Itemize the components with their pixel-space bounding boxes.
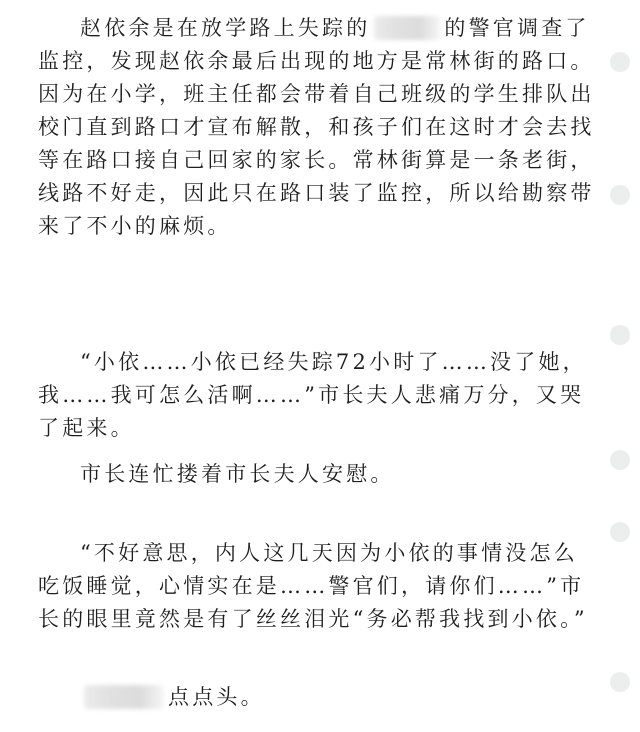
- paragraph-5: [38, 681, 598, 714]
- scroll-marker-dot: [610, 450, 630, 470]
- scroll-marker-dot: [610, 325, 630, 345]
- paragraph-5-text: 点点头。: [168, 685, 265, 709]
- redacted-name-mask: [84, 685, 164, 709]
- paragraph-3: 市长连忙搂着市长夫人安慰。: [80, 462, 395, 486]
- redacted-name-mask: [374, 16, 440, 40]
- paragraph-1: [38, 12, 598, 243]
- scroll-marker-dot: [610, 52, 630, 72]
- scroll-marker-dot: [610, 185, 630, 205]
- paragraph-1-text-rest: 的警官调查了监控，发现赵依余最后出现的地方是常林街的路口。因为在小学，班主任都会带着自己班级的学生排队出校门直到路口才宣布解散，和孩子们在这时才会去找等在路口接自己回家的家长。常林街算是一条老街，线路不好走，因此只在路口装了监控，所以给勘察带来了不小的麻烦。: [38, 16, 595, 238]
- paragraph-1-text-start: 赵依余是在放学路上失踪的: [80, 16, 371, 40]
- paragraph-2: “小依……小依已经失踪72小时了……没了她，我……我可怎么活啊……”市长夫人悲痛万分，又哭了起来。: [38, 350, 587, 440]
- scroll-marker-dot: [610, 522, 630, 542]
- paragraph-4: “不好意思，内人这几天因为小依的事情没怎么吃饭睡觉，心情实在是……警官们，请你们……”市长的眼里竟然是有了丝丝泪光“务必帮我找到小依。”: [38, 541, 588, 631]
- scroll-marker-dot: [610, 672, 630, 692]
